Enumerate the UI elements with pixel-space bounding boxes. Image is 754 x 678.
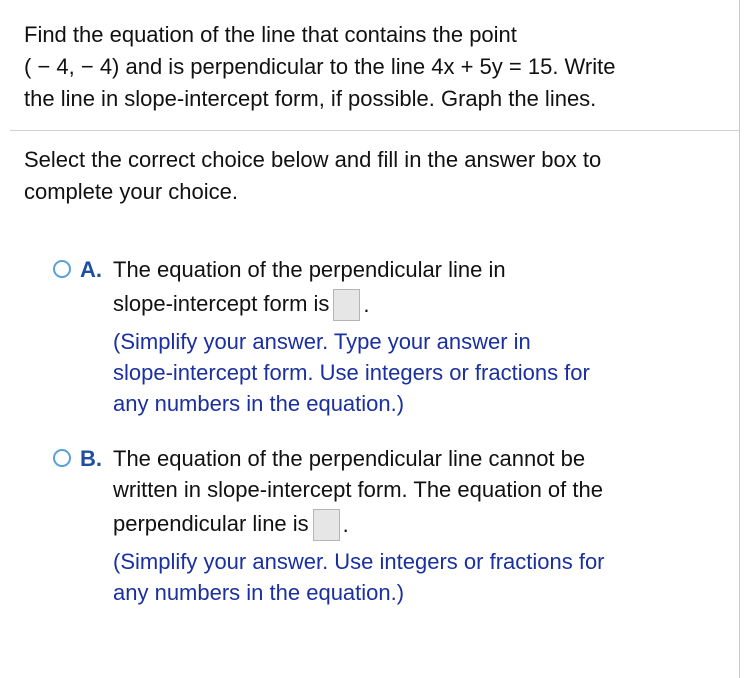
choice-b-answer-suffix: . bbox=[342, 512, 349, 538]
instruction-line: Select the correct choice below and fill in the answer box to bbox=[24, 147, 602, 172]
choice-a-line: The equation of the perpendicular line in bbox=[113, 257, 506, 282]
question-line: the line in slope-intercept form, if possible. Graph the lines. bbox=[24, 86, 597, 111]
choice-a-hint-line: slope-intercept form. Use integers or fractions for bbox=[113, 360, 590, 385]
choice-a-radio[interactable] bbox=[53, 260, 71, 278]
choice-b-answer-box[interactable] bbox=[313, 509, 340, 541]
section-divider bbox=[10, 130, 740, 131]
choice-b-hint-line: any numbers in the equation.) bbox=[113, 580, 405, 605]
choice-a-answer-suffix: . bbox=[363, 292, 370, 318]
choice-a-letter: A. bbox=[80, 257, 102, 282]
choice-b-letter: B. bbox=[80, 446, 102, 471]
choice-a-hint-line: any numbers in the equation.) bbox=[113, 391, 405, 416]
choice-a-answer-box[interactable] bbox=[333, 289, 360, 321]
choice-b-line: The equation of the perpendicular line cannot be bbox=[113, 446, 586, 471]
instruction-line: complete your choice. bbox=[24, 179, 238, 204]
choice-b-hint bbox=[113, 546, 723, 608]
question-text bbox=[24, 19, 724, 115]
choice-a-hint-line: (Simplify your answer. Type your answer in bbox=[113, 329, 531, 354]
question-line: Find the equation of the line that contains the point bbox=[24, 22, 517, 47]
choice-a-answer-line bbox=[113, 285, 723, 323]
choice-a-text bbox=[113, 254, 723, 419]
instruction-text bbox=[24, 144, 724, 208]
question-line: ( − 4, − 4) and is perpendicular to the line 4x + 5y = 15. Write bbox=[24, 54, 616, 79]
choice-a-answer-prefix: slope-intercept form is bbox=[113, 291, 330, 316]
choice-b-text bbox=[113, 443, 723, 608]
choice-b-hint-line: (Simplify your answer. Use integers or fractions for bbox=[113, 549, 605, 574]
choice-a-hint bbox=[113, 326, 723, 419]
choice-b-answer-line bbox=[113, 505, 723, 543]
panel-right-border bbox=[739, 0, 740, 678]
choice-b-answer-prefix: perpendicular line is bbox=[113, 511, 309, 536]
choice-b-line: written in slope-intercept form. The equation of the bbox=[113, 477, 603, 502]
choice-b-radio[interactable] bbox=[53, 449, 71, 467]
